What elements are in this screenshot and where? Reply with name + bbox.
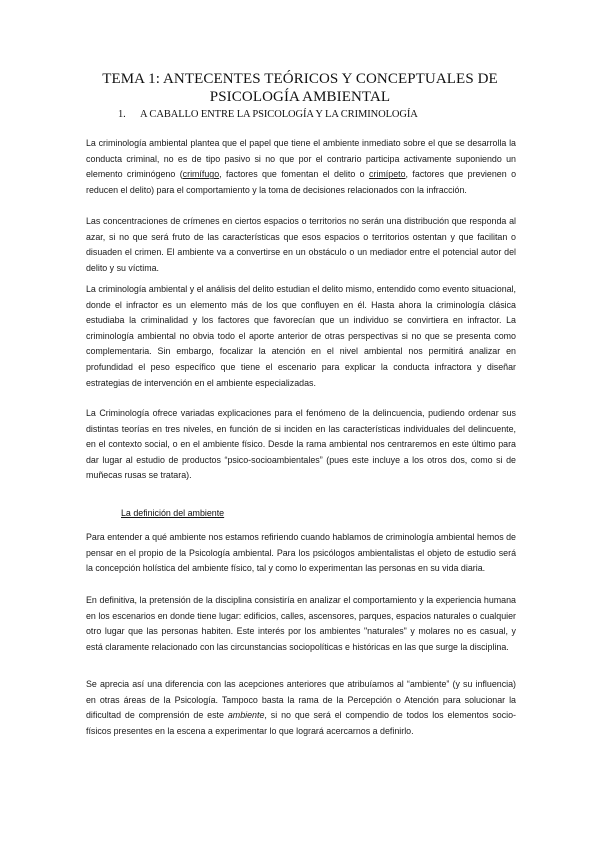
paragraph-1-text-c: , factores que previenen o reducen el delito) para el comportamiento y la toma de decisiones relacionados con la infracción.	[86, 169, 517, 195]
title-line-1: TEMA 1: ANTECENTES TEÓRICOS Y CONCEPTUALES DE	[102, 71, 498, 87]
section-heading	[118, 109, 418, 120]
term-crimipeto: crimípeto	[369, 169, 406, 180]
section-number: 1.	[118, 109, 126, 120]
paragraph-3: La criminología ambiental y el análisis del delito estudian el delito mismo, entendido como evento situacional, donde el infractor es un elemento más de los que confluyen en él. Hasta ahora la criminología clásica estudiaba la criminalidad y los factores que favorecían que un individuo se convirtiera en infractor. La criminología ambiental no obvia todo el aporte anterior de otras perspectivas si no que se presenta como complementaria. Sin embargo, focalizar la atención en el nivel ambiental nos permitirá analizar en profundidad el peso específico que tiene el escenario para explicar la conducta infractora y diseñar estrategias de intervención en el ambiente especializadas.	[86, 284, 516, 388]
subheading-definicion-ambiente: La definición del ambiente	[121, 508, 225, 518]
paragraph-1-text-a: La criminología ambiental plantea que el papel que tiene el ambiente inmediato sobre el que se desarrolla la conducta criminal, no es de tipo pasivo si no que por el contrario participa activamente suponiendo un elemento criminógeno (	[86, 138, 516, 180]
paragraph-1	[86, 136, 516, 198]
paragraph-4: La Criminología ofrece variadas explicaciones para el fenómeno de la delincuencia, pudiendo ordenar sus distintas teorías en tres niveles, en función de si inciden en las características individuales del delincuente, en el contexto social, o en el ambiente físico. Desde la rama ambiental nos centraremos en este último para dar lugar al estudio de productos “psico-socioambientales” (pues este incluye a los otros dos, como si de muñecas rusas se tratara).	[86, 408, 516, 481]
paragraph-5: Para entender a qué ambiente nos estamos refiriendo cuando hablamos de criminología ambiental hemos de pensar en el propio de la Psicología ambiental. Para los psicólogos ambientalistas el objeto de estudio será la concepción holística del ambiente físico, tal y como lo experimentan las personas en su vida diaria.	[86, 532, 516, 574]
paragraph-7-text-b: , si no que será el compendio de todos los elementos socio-físicos presentes en la escena a experimentar lo que logrará acercarnos a definirlo.	[86, 710, 516, 736]
section-heading-text: A CABALLO ENTRE LA PSICOLOGÍA Y LA CRIMINOLOGÍA	[140, 109, 418, 120]
term-ambiente-italic: ambiente	[227, 710, 265, 721]
paragraph-7-text-a: Se aprecia así una diferencia con las acepciones anteriores que atribuíamos al “ambiente” (y su influencia) en otras áreas de la Psicología. Tampoco basta la rama de la Percepción o Atención para solucionar la dificultad de comprensión de este	[86, 679, 516, 721]
page-title	[60, 70, 540, 106]
paragraph-1-text-b: , factores que fomentan el delito o	[219, 169, 370, 180]
paragraph-6: En definitiva, la pretensión de la disciplina consistiría en analizar el comportamiento y la experiencia humana en los escenarios en donde tiene lugar: edificios, calles, ascensores, parques, espacios naturales o cualquier otro lugar que las personas habiten. Este interés por los ambientes "naturales" y molares no es casual, y está claramente relacionado con las circunstancias sociopolíticas e históricas en las que surge la disciplina.	[86, 595, 516, 652]
paragraph-7	[86, 677, 516, 739]
paragraph-2: Las concentraciones de crímenes en ciertos espacios o territorios no serán una distribución que responda al azar, si no que será fruto de las características que esos espacios o territorios ostentan y que facilitan o disuaden el crimen. El ambiente va a convertirse en un obstáculo o un mediador entre el potencial autor del delito y su víctima.	[86, 216, 516, 273]
term-crimifugo: crimífugo	[182, 169, 220, 180]
title-line-2: PSICOLOGÍA AMBIENTAL	[209, 89, 391, 105]
